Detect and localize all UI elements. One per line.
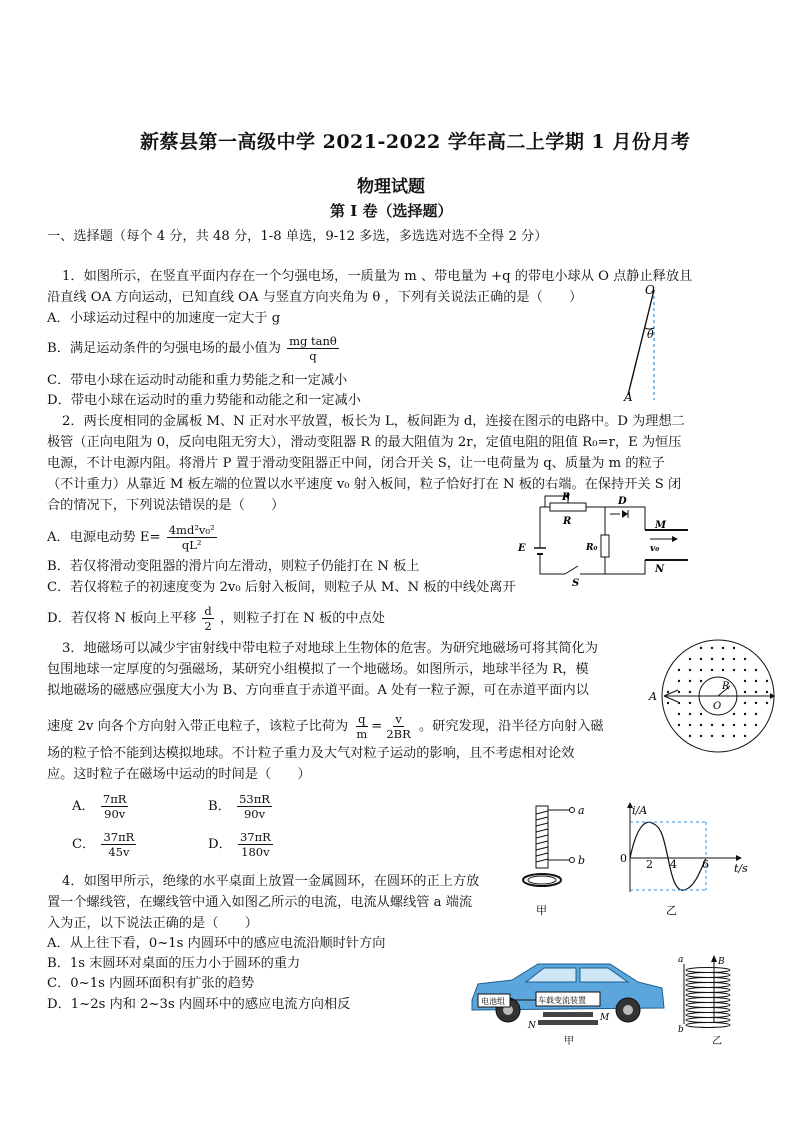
field-dot (744, 724, 746, 726)
q3-option-c (72, 830, 138, 859)
field-dot (755, 724, 757, 726)
q1-label-a: A (624, 390, 633, 404)
field-dot (667, 702, 669, 704)
coil-label-b-field: B (718, 957, 725, 967)
coil-ring (686, 1008, 730, 1013)
field-dot (689, 724, 691, 726)
q3-option-c-fraction (101, 830, 136, 859)
field-dot (678, 713, 680, 715)
field-dot (733, 713, 735, 715)
q3-stem-line3: 拟地磁场的磁感应强度大小为 B、方向垂直于赤道平面。A 处有一粒子源，可在赤道平面内以 (47, 683, 589, 698)
q4-graph-x-arrow (736, 855, 742, 861)
coil-figure (674, 952, 734, 1047)
field-dot (733, 669, 735, 671)
q3-fraction2-numerator: v (395, 712, 402, 726)
q2-option-d-tail: ，则粒子打在 N 板的中点处 (219, 611, 385, 626)
q3-line4-tail: 。研究发现，沿半径方向射入磁 (418, 719, 604, 734)
field-dot (689, 735, 691, 737)
q3-option-a (72, 792, 130, 821)
q4-graph-tick-2: 2 (646, 858, 653, 871)
subject-title: 物理试题 (357, 177, 425, 197)
q2-switch-s (565, 566, 578, 574)
field-dot (733, 724, 735, 726)
field-dot (766, 691, 768, 693)
coil-ring (686, 993, 730, 998)
field-dot (689, 713, 691, 715)
q3-option-a-denominator: 90v (104, 807, 126, 821)
coil-ring (686, 1018, 730, 1023)
field-dot (700, 713, 702, 715)
q3-stem-line1: 3．地磁场可以减少宇宙射线中带电粒子对地球上生物体的危害。为研究地磁场可将其简化为 (62, 641, 598, 656)
field-dot (722, 735, 724, 737)
field-dot (744, 713, 746, 715)
field-dot (733, 658, 735, 660)
q1-option-b-fraction (287, 334, 339, 363)
q4-graph-tick-4: 4 (670, 858, 677, 871)
coil-ring (686, 973, 730, 978)
q4-option-b: B．1s 末圆环对桌面的压力小于圆环的重力 (47, 956, 301, 971)
car-receiver-coil (543, 1012, 593, 1017)
coil-ring (686, 988, 730, 993)
volume-title: 第 I 卷（选择题） (330, 202, 453, 220)
q3-option-d-fraction (238, 830, 273, 859)
q4-graph-x-label: t/s (734, 862, 748, 875)
coil-label-n: N (528, 1021, 536, 1031)
field-dot (711, 658, 713, 660)
q2-label-r0: R₀ (586, 543, 598, 553)
q2-wire-bottom-left (540, 554, 565, 574)
q2-circuit-figure (510, 490, 690, 590)
q2-resistor-r0 (601, 535, 609, 557)
q1-option-c: C．带电小球在运动时动能和重力势能之和一定减小 (47, 373, 348, 388)
field-dot (689, 691, 691, 693)
field-dot (711, 647, 713, 649)
q4-metal-ring-inner (528, 876, 556, 884)
q4-figure-jia-caption: 甲 (536, 904, 547, 917)
field-dot (744, 669, 746, 671)
q2-option-d-denominator: 2 (204, 619, 212, 633)
q2-option-d-fraction (202, 604, 213, 633)
q3-fraction2-denominator: 2BR (386, 727, 411, 741)
q2-wire-top-2 (586, 507, 645, 530)
q4-label-a: a (578, 804, 585, 817)
q3-ratio-fraction (384, 712, 412, 741)
q3-option-b-numerator: 53πR (239, 792, 270, 806)
field-dot (700, 647, 702, 649)
q3-option-d (208, 830, 275, 859)
q2-option-d-numerator: d (204, 604, 212, 618)
q4-option-d: D．1~2s 内和 2~3s 内圆环中的感应电流方向相反 (47, 997, 351, 1012)
field-dot (755, 691, 757, 693)
q2-label-r: R (563, 516, 572, 527)
q3-option-b-fraction (237, 792, 272, 821)
coil-rings (686, 968, 730, 1028)
coil-ring (686, 1023, 730, 1028)
q4-terminal-b (570, 858, 575, 863)
q3-stem-line5: 场的粒子恰不能到达模拟地球。不计粒子重力及大气对粒子运动的影响，且不考虑相对论效 (47, 746, 575, 761)
q3-fraction1-numerator: q (358, 712, 366, 726)
field-dot (700, 724, 702, 726)
q2-option-c: C．若仅将粒子的初速度变为 2v₀ 后射入板间，则粒子从 M、N 板的中线处离开 (47, 580, 516, 595)
q1-option-b (47, 334, 341, 363)
car-figure-jia-caption: 甲 (564, 1036, 574, 1047)
field-dot (744, 691, 746, 693)
q3-label-a: A (649, 690, 657, 703)
field-dot (689, 669, 691, 671)
q2-stem-line5: 合的情况下，下列说法错误的是（ ） (47, 498, 285, 513)
q3-label-r: R (722, 681, 730, 692)
coil-label-a: a (678, 955, 684, 965)
q3-option-d-numerator: 37πR (239, 830, 271, 844)
q3-option-c-denominator: 45v (108, 845, 130, 859)
q2-option-a-fraction (167, 523, 217, 552)
field-dot (678, 691, 680, 693)
q4-solenoid-figure (518, 800, 593, 920)
q3-ray-up (664, 690, 678, 696)
q3-magnetic-field-figure (646, 636, 776, 756)
q4-option-a: A．从上往下看，0~1s 内圆环中的感应电流沿顺时针方向 (47, 936, 386, 951)
q2-stem-line3: 电源，不计电源内阻。将滑片 P 置于滑动变阻器正中间，闭合开关 S，让一电荷量为 q、质量为 m 的粒子 (47, 456, 665, 471)
coil-ring (686, 968, 730, 973)
q2-stem-line4: （不计重力）从靠近 M 板左端的位置以水平速度 v₀ 射入板间，粒子恰好打在 N 板的右端。在保持开关 S 闭 (47, 477, 682, 492)
q3-stem-line6: 应。这时粒子在磁场中运动的时间是（ ） (47, 767, 311, 782)
q1-line-oa (628, 290, 654, 395)
q4-graph-tick-0: 0 (620, 852, 627, 865)
q2-label-n: N (655, 564, 665, 575)
paper-title: 新蔡县第一高级中学 2021-2022 学年高二上学期 1 月份月考 (140, 131, 691, 153)
q1-label-o: O (645, 283, 655, 297)
q2-label-d: D (618, 496, 627, 507)
field-dot (689, 680, 691, 682)
field-dot (733, 647, 735, 649)
q3-equals: = (371, 719, 383, 734)
section-instructions: 一、选择题（每个 4 分，共 48 分，1-8 单选，9-12 多选，多选选对选不全得 2 分） (47, 229, 548, 244)
q1-figure (612, 280, 672, 405)
field-dot (689, 702, 691, 704)
q4-sine-curve (630, 822, 706, 890)
q4-stem-line2: 置一个螺线管，在螺线管中通入如图乙所示的电流，电流从螺线管 a 端流 (47, 895, 473, 910)
q2-stem-line1: 2．两长度相同的金属板 M、N 正对水平放置，板长为 L，板间距为 d，连接在图示的电路中。D 为理想二 (62, 414, 685, 429)
q2-wire-bottom-right (580, 560, 645, 574)
field-dot (700, 680, 702, 682)
converter-label: 车载变流装置 (538, 996, 586, 1005)
q2-label-v0: v₀ (650, 544, 660, 554)
q2-diode-symbol (622, 510, 628, 518)
field-dot (722, 724, 724, 726)
field-dot (755, 680, 757, 682)
field-dot (722, 669, 724, 671)
q3-option-d-label: D． (208, 837, 232, 852)
q1-option-d: D．带电小球在运动时的重力势能和动能之和一定减小 (47, 393, 361, 408)
q3-option-c-label: C． (72, 837, 96, 852)
car-induction-figure (468, 950, 668, 1050)
q4-graph-tick-6: 6 (702, 858, 709, 871)
q4-figure-yi-caption: 乙 (666, 904, 677, 917)
coil-label-b: b (678, 1025, 684, 1035)
q4-label-b: b (578, 854, 586, 867)
q4-current-graph (612, 800, 762, 920)
field-dot (678, 680, 680, 682)
q4-graph-y-label: i/A (632, 804, 648, 817)
field-dot (733, 735, 735, 737)
field-dot (755, 702, 757, 704)
field-dot (722, 647, 724, 649)
q4-terminal-a (570, 808, 575, 813)
q2-label-s: S (572, 578, 580, 589)
field-dot (678, 702, 680, 704)
ground-transmitter-coil (538, 1020, 598, 1025)
field-dot (711, 735, 713, 737)
coil-ring (686, 978, 730, 983)
field-dot (755, 669, 757, 671)
q2-option-a (47, 523, 219, 552)
q2-option-a-numerator: 4md²v₀² (168, 523, 215, 537)
field-dot (744, 702, 746, 704)
field-dot (667, 691, 669, 693)
q2-option-b: B．若仅将滑动变阻器的滑片向左滑动，则粒子仍能打在 N 板上 (47, 559, 420, 574)
q2-option-a-text: A．电源电动势 E= (47, 530, 161, 545)
field-dot (744, 680, 746, 682)
q3-stem-line4 (47, 712, 604, 741)
q2-option-d (47, 604, 385, 633)
q3-option-a-label: A． (72, 799, 95, 814)
q4-stem-line3: 入为正，以下说法正确的是（ ） (47, 916, 258, 931)
q4-option-c: C．0~1s 内圆环面积有扩张的趋势 (47, 976, 255, 991)
q2-stem-line2: 极管（正向电阻为 0，反向电阻无穷大），滑动变阻器 R 的最大阻值为 2r，定值电阻的阻值 R₀=r，E 为恒压 (47, 435, 682, 450)
q3-ray-down (664, 696, 678, 702)
coil-label-m: M (600, 1013, 610, 1023)
q1-stem-line1: 1．如图所示，在竖直平面内存在一个匀强电场，一质量为 m 、带电量为 +q 的带电小球从 O 点静止释放且 (62, 269, 693, 284)
q2-v0-arrowhead (672, 536, 678, 542)
coil-field-arrowhead (711, 955, 717, 962)
q3-line4-text: 速度 2v 向各个方向射入带正电粒子，该粒子比荷为 (47, 719, 349, 734)
q3-option-d-denominator: 180v (241, 845, 270, 859)
q1-option-b-text: B．满足运动条件的匀强电场的最小值为 (47, 341, 281, 356)
field-dot (766, 680, 768, 682)
q3-stem-line2: 包围地球一定厚度的匀强磁场，某研究小组模拟了一个地磁场。如图所示，地球半径为 R，模 (47, 662, 589, 677)
q1-option-b-denominator: q (309, 349, 317, 363)
field-dot (689, 658, 691, 660)
field-dot (711, 724, 713, 726)
q1-label-theta: θ (647, 328, 654, 341)
q1-option-b-numerator: mg tanθ (289, 334, 337, 348)
coil-ring (686, 1003, 730, 1008)
car-rear-hub (623, 1005, 633, 1015)
battery-label: 电池组 (481, 997, 505, 1006)
coil-ring (686, 983, 730, 988)
coil-ring (686, 1013, 730, 1018)
q2-label-m: M (655, 520, 667, 531)
q3-option-b-label: B． (208, 799, 231, 814)
q1-option-a: A．小球运动过程中的加速度一定大于 g (47, 311, 281, 326)
field-dot (678, 669, 680, 671)
field-dot (744, 658, 746, 660)
q3-option-a-fraction (101, 792, 129, 821)
q3-charge-mass-fraction (354, 712, 369, 741)
field-dot (700, 669, 702, 671)
field-dot (722, 658, 724, 660)
q2-label-p: P (562, 492, 570, 503)
field-dot (755, 713, 757, 715)
field-dot (711, 669, 713, 671)
field-dot (678, 724, 680, 726)
coil-figure-yi-caption: 乙 (712, 1036, 722, 1047)
field-dot (700, 735, 702, 737)
q3-fraction1-denominator: m (356, 727, 368, 741)
field-dot (744, 735, 746, 737)
q4-stem-line1: 4．如图甲所示，绝缘的水平桌面上放置一金属圆环，在圆环的正上方放 (62, 874, 480, 889)
field-dot (766, 702, 768, 704)
field-dot (700, 658, 702, 660)
q3-option-a-numerator: 7πR (102, 792, 127, 806)
q2-rheostat (550, 503, 586, 511)
q2-label-e: E (518, 543, 526, 554)
q2-option-a-denominator: qL² (181, 538, 202, 552)
q3-option-b (208, 792, 274, 821)
coil-ring (686, 998, 730, 1003)
q3-label-o: O (713, 701, 722, 712)
q3-option-b-denominator: 90v (243, 807, 266, 821)
q2-option-d-text: D．若仅将 N 板向上平移 (47, 611, 197, 626)
q3-option-c-numerator: 37πR (103, 830, 135, 844)
q1-stem-line2: 沿直线 OA 方向运动，已知直线 OA 与竖直方向夹角为 θ ，下列有关说法正确的是（ ） (47, 290, 583, 305)
